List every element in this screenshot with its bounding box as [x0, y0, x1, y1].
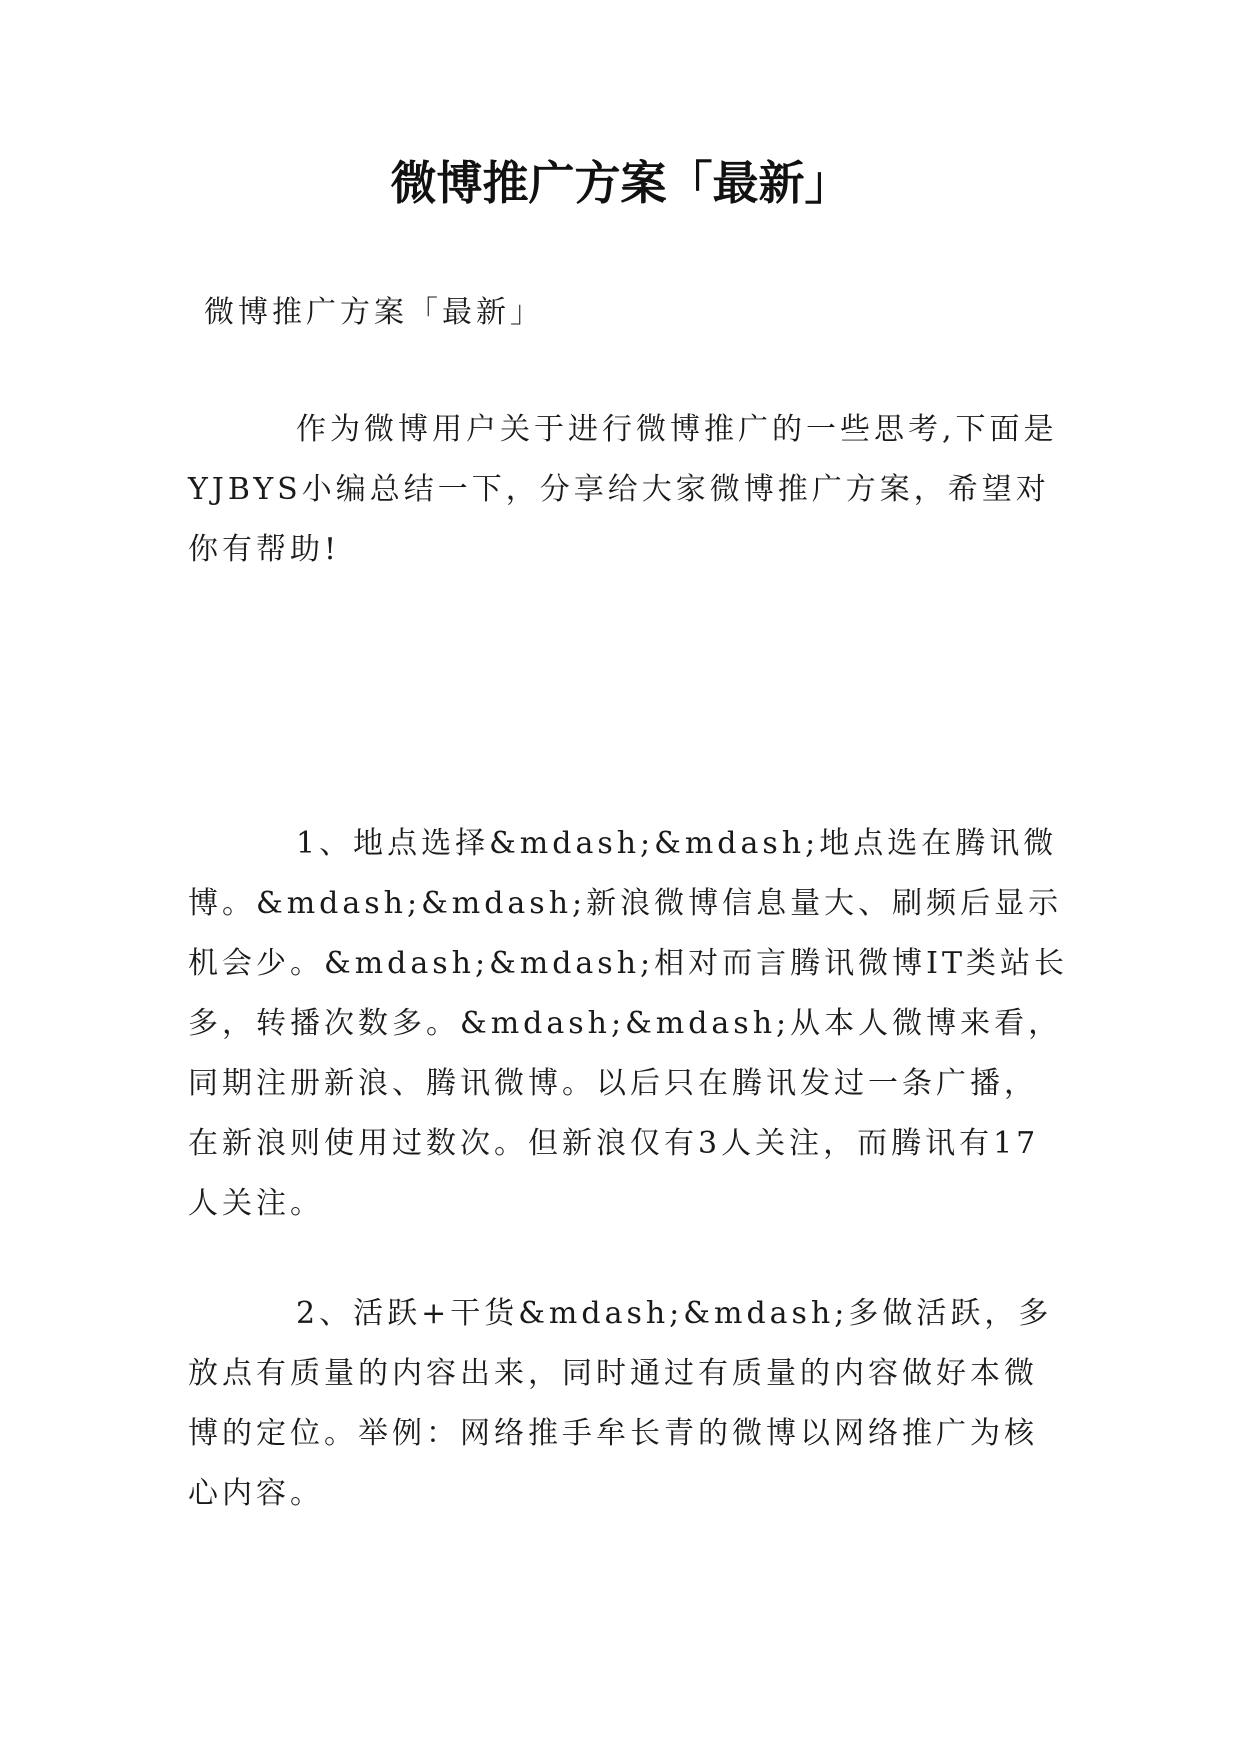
paragraph-location-choice: 1、地点选择&mdash;&mdash;地点选在腾讯微博。&mdash;&mdash;新浪微博信息量大、刷频后显示机会少。&mdash;&mdash;相对而言腾讯微博IT类站长多，转播次数多。&mdash;&mdash;从本人微博来看，同期注册新浪、腾讯微博。以后只在腾讯发过一条广播，在新浪则使用过数次。但新浪仅有3人关注，而腾讯有17人关注。	[188, 826, 1068, 1221]
paragraph-activity-content: 2、活跃+干货&mdash;&mdash;多做活跃，多放点有质量的内容出来，同时通过有质量的内容做好本微博的定位。举例：网络推手牟长青的微博以网络推广为核心内容。	[188, 1296, 1053, 1511]
document-subtitle: 微博推广方案「最新」	[204, 295, 544, 330]
document-title: 微博推广方案「最新」	[390, 156, 851, 210]
paragraph-intro: 作为微博用户关于进行微博推广的一些思考,下面是YJBYS小编总结一下，分享给大家微博推广方案，希望对你有帮助!	[188, 412, 1058, 567]
